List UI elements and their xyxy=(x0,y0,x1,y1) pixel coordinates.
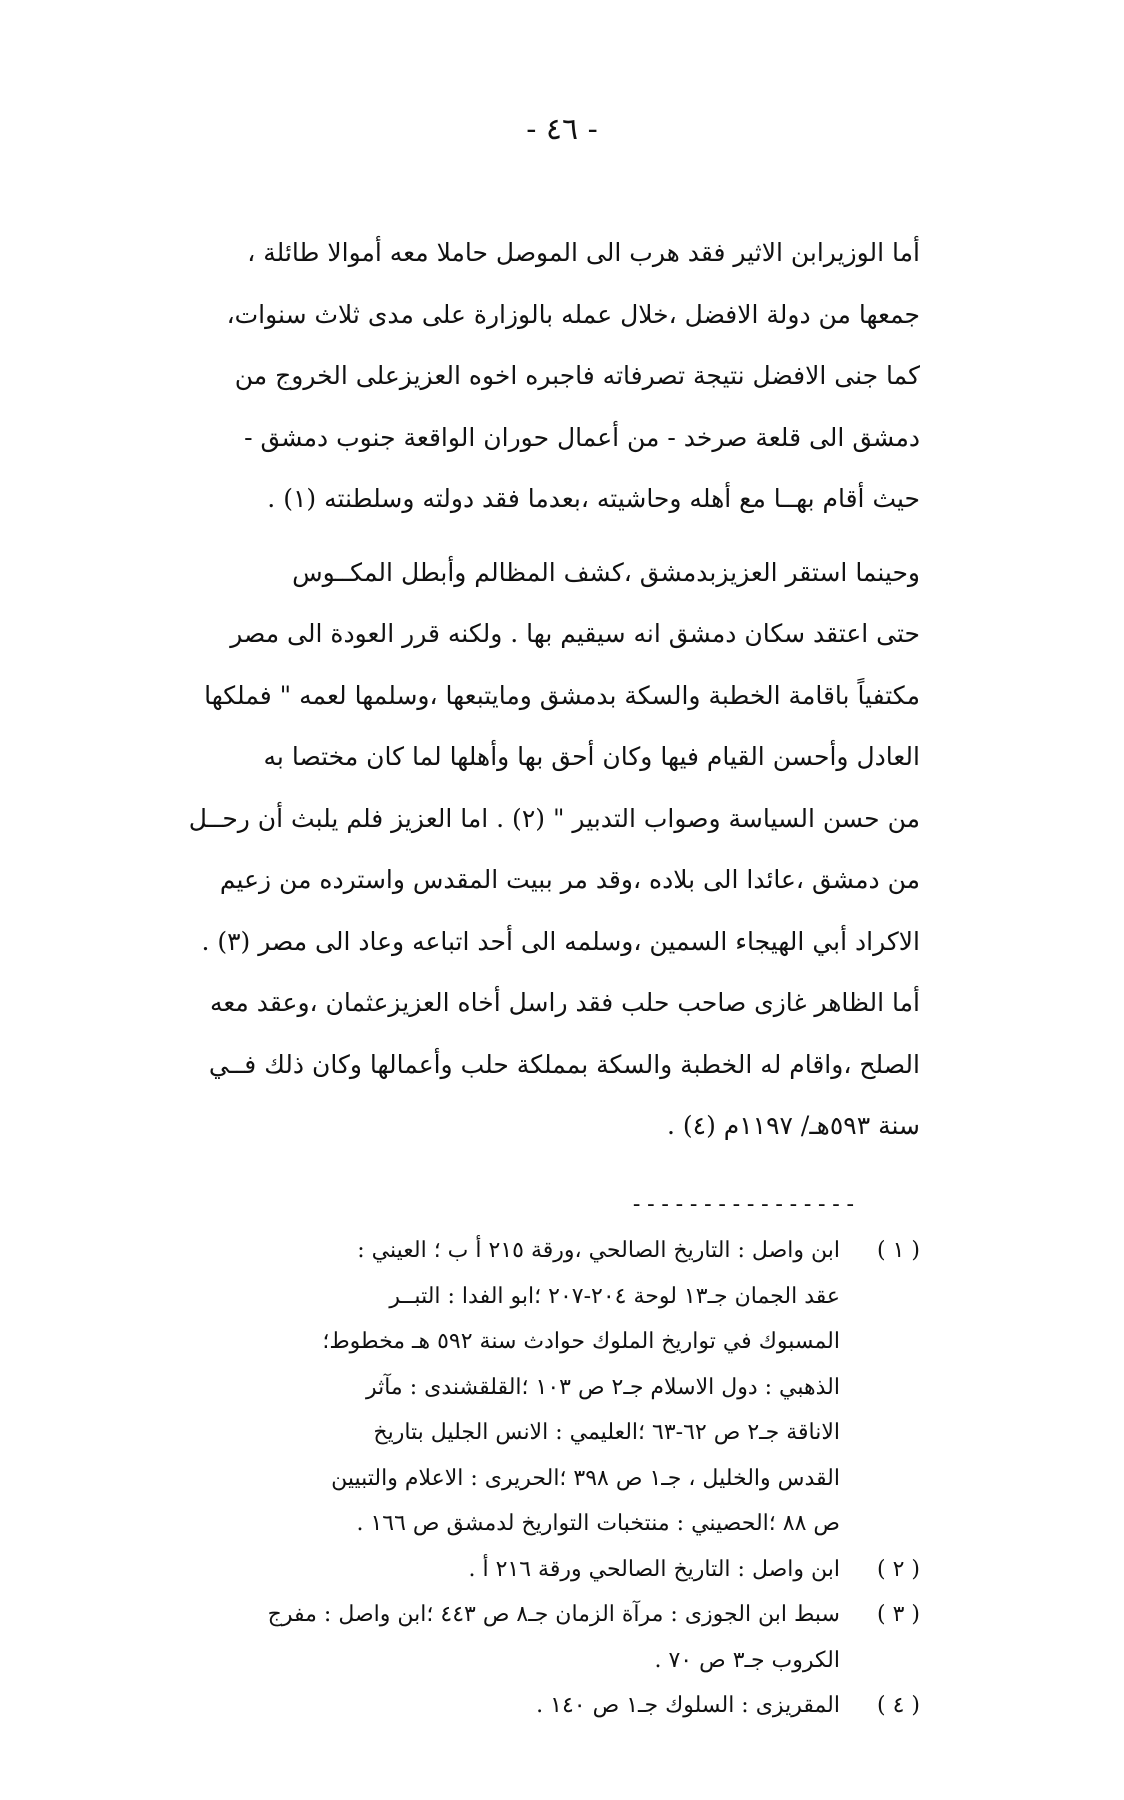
footnote-line: سبط ابن الجوزى : مرآة الزمان جـ٨ ص ٤٤٣ ؛ابن واصل : مفرج xyxy=(267,1602,840,1627)
body-line: أما الظاهر غازى صاحب حلب فقد راسل أخاه العزيزعثمان ،وعقد معه xyxy=(209,988,920,1017)
footnote-body xyxy=(120,1683,840,1729)
footnote-number: ( ٤ ) xyxy=(877,1693,920,1718)
footnote-line: ابن واصل : التاريخ الصالحي ،ورقة ٢١٥ أ ب ؛ العيني : xyxy=(357,1238,840,1263)
footnote-line: الاناقة جـ٢ ص ٦٢-٦٣ ؛العليمي : الانس الجليل بتاريخ xyxy=(373,1420,840,1445)
footnote-number: ( ٣ ) xyxy=(877,1602,920,1627)
body-line: دمشق الى قلعة صرخد - من أعمال حوران الواقعة جنوب دمشق - xyxy=(244,422,920,452)
page-number: - ٤٦ - xyxy=(526,112,598,147)
body-line: حيث أقام بهــا مع أهله وحاشيته ،بعدما فقد دولته وسلطنته (١) . xyxy=(267,484,920,513)
footnote-4 xyxy=(120,1683,920,1729)
footnote-line: المسبوك في تواريخ الملوك حوادث سنة ٥٩٢ هـ مخطوط؛ xyxy=(322,1329,840,1354)
footnote-1 xyxy=(120,1228,920,1547)
body-line: العادل وأحسن القيام فيها وكان أحق بها وأهلها لما كان مختصا به xyxy=(263,742,920,771)
footnote-line: ابن واصل : التاريخ الصالحي ورقة ٢١٦ أ . xyxy=(468,1556,840,1582)
body-line: وحينما استقر العزيزبدمشق ،كشف المظالم وأبطل المكــوس xyxy=(292,557,920,587)
body-line: من حسن السياسة وصواب التدبير " (٢) . اما العزيز فلم يلبث أن رحــل xyxy=(188,803,920,833)
footnote-separator: ---------------- xyxy=(630,1192,858,1217)
footnote-line: المقريزى : السلوك جـ١ ص ١٤٠ . xyxy=(536,1693,840,1718)
footnote-line: عقد الجمان جـ١٣ لوحة ٢٠٤-٢٠٧ ؛ابو الفدا : التبــر xyxy=(389,1283,840,1309)
body-line: جمعها من دولة الافضل ،خلال عمله بالوزارة على مدى ثلاث سنوات، xyxy=(226,299,920,329)
body-line: من دمشق ،عائدا الى بلاده ،وقد مر ببيت المقدس واسترده من زعيم xyxy=(219,865,920,894)
body-line: الصلح ،واقام له الخطبة والسكة بمملكة حلب وأعمالها وكان ذلك فــي xyxy=(208,1049,920,1079)
body-line: كما جنى الافضل نتيجة تصرفاته فاجبره اخوه العزيزعلى الخروج من xyxy=(234,361,920,390)
footnote-3 xyxy=(120,1592,920,1683)
footnote-line: الذهبي : دول الاسلام جـ٢ ص ١٠٣ ؛القلقشندى : مآثر xyxy=(365,1374,840,1400)
footnote-number: ( ١ ) xyxy=(877,1238,920,1263)
footnote-2 xyxy=(120,1547,920,1593)
footnotes xyxy=(120,1228,920,1729)
body-text xyxy=(160,222,920,1157)
body-line: مكتفياً باقامة الخطبة والسكة بدمشق ومايتبعها ،وسلمها لعمه " فملكها xyxy=(204,680,920,710)
paragraph-gap xyxy=(160,530,920,542)
footnote-number: ( ٢ ) xyxy=(877,1556,920,1582)
footnote-line: الكروب جـ٣ ص ٧٠ . xyxy=(654,1647,840,1673)
body-line: أما الوزيرابن الاثير فقد هرب الى الموصل حاملا معه أموالا طائلة ، xyxy=(247,238,920,267)
body-line: الاكراد أبي الهيجاء السمين ،وسلمه الى أحد اتباعه وعاد الى مصر (٣) . xyxy=(201,926,920,956)
body-line: حتى اعتقد سكان دمشق انه سيقيم بها . ولكنه قرر العودة الى مصر xyxy=(230,619,920,648)
footnote-body xyxy=(120,1228,840,1547)
footnote-line: ص ٨٨ ؛الحصيني : منتخبات التواريخ لدمشق ص ١٦٦ . xyxy=(356,1511,840,1536)
footnote-body xyxy=(120,1547,840,1593)
footnote-line: القدس والخليل ، جـ١ ص ٣٩٨ ؛الحريرى : الاعلام والتبيين xyxy=(331,1465,840,1491)
footnote-body xyxy=(120,1592,840,1683)
body-line: سنة ٥٩٣هـ/ ١١٩٧م (٤) . xyxy=(666,1111,920,1140)
